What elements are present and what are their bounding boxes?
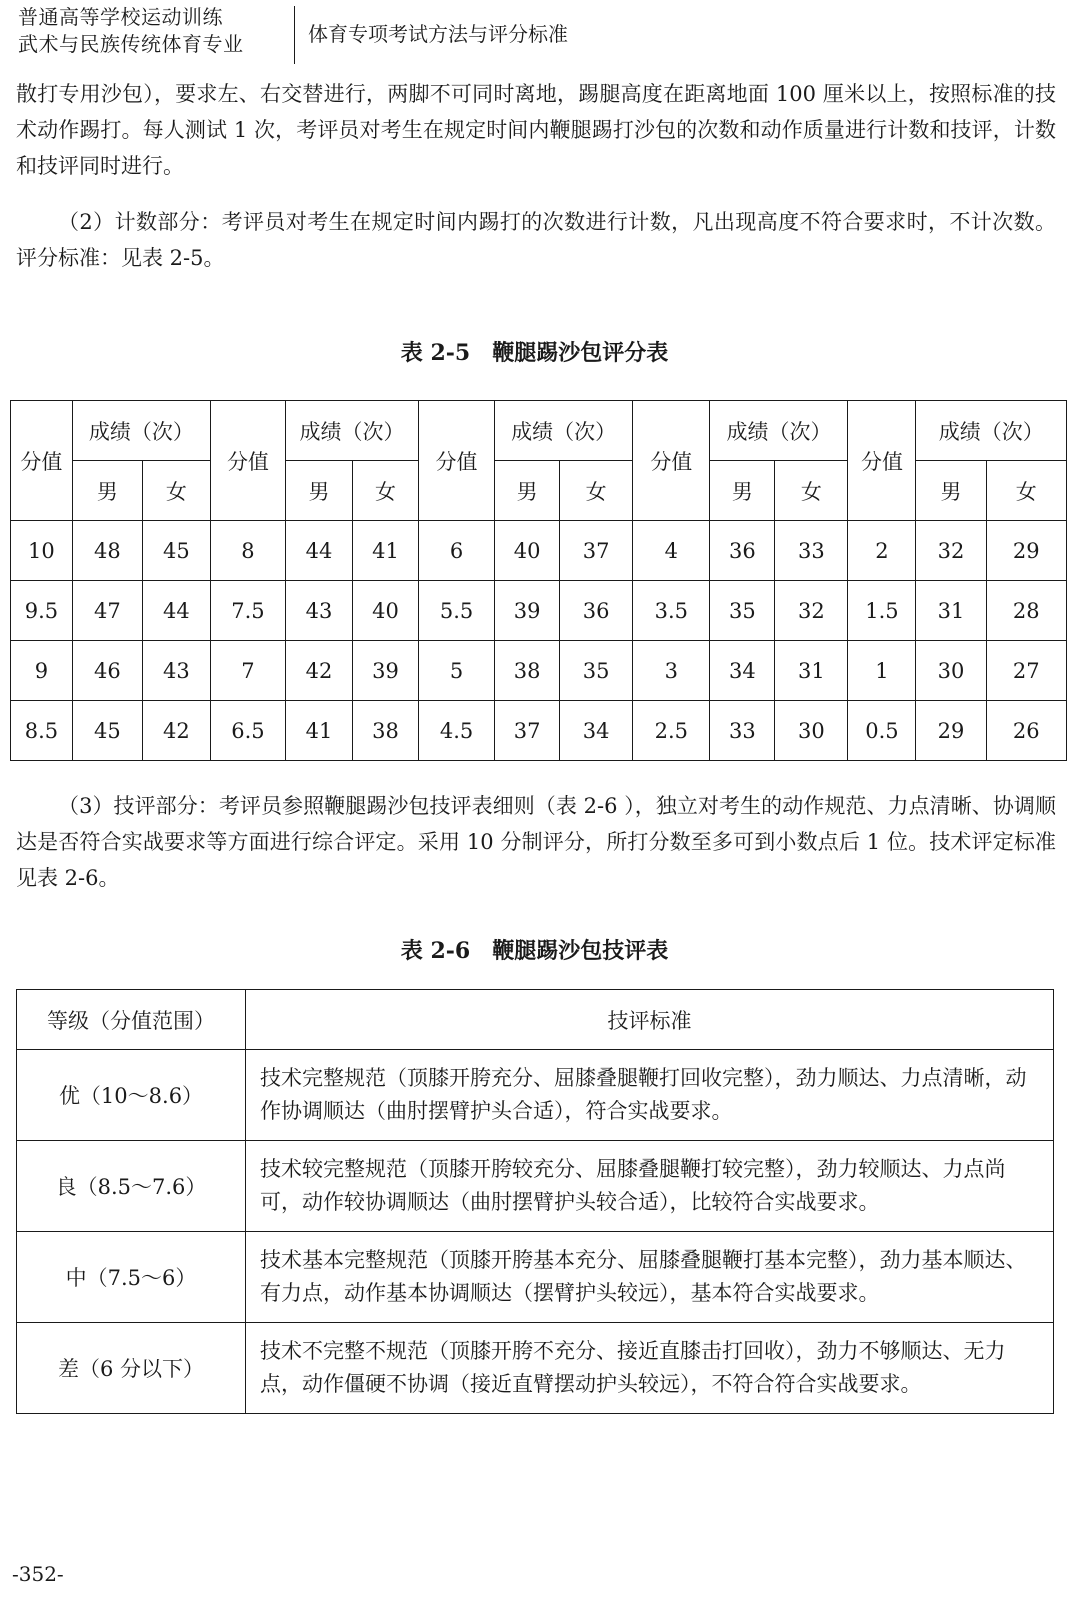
table-2-6-caption: 表 2-6 鞭腿踢沙包技评表 <box>400 938 669 964</box>
header-standard: 技评标准 <box>246 990 1054 1050</box>
header-score: 分值 <box>633 401 710 521</box>
standard-cell: 技术较完整规范（顶膝开胯较充分、屈膝叠腿鞭打较完整），劲力较顺达、力点尚可，动作较协调顺达（曲肘摆臂护头较合适），比较符合实战要求。 <box>246 1141 1054 1232</box>
level-cell: 优（10～8.6） <box>17 1050 246 1141</box>
table-cell: 39 <box>353 641 419 701</box>
table-cell: 36 <box>710 521 775 581</box>
table-cell: 36 <box>560 581 633 641</box>
header-result: 成绩（次） <box>286 401 419 461</box>
table-cell: 38 <box>353 701 419 761</box>
standard-cell: 技术不完整不规范（顶膝开胯不充分、接近直膝击打回收），劲力不够顺达、无力点，动作僵硬不协调（接近直臂摆动护头较远），不符合符合实战要求。 <box>246 1323 1054 1414</box>
table-cell: 42 <box>286 641 353 701</box>
table-cell: 46 <box>72 641 142 701</box>
table-row <box>11 581 1067 641</box>
table-cell: 7.5 <box>210 581 285 641</box>
table-cell: 1.5 <box>848 581 916 641</box>
running-header <box>18 4 1058 64</box>
paragraph-2: （2）计数部分：考评员对考生在规定时间内踢打的次数进行计数，凡出现高度不符合要求时，不计次数。评分标准：见表 2-5。 <box>16 210 1056 270</box>
standard-cell: 技术完整规范（顶膝开胯充分、屈膝叠腿鞭打回收完整），劲力顺达、力点清晰，动作协调顺达（曲肘摆臂护头合适），符合实战要求。 <box>246 1050 1054 1141</box>
table-cell: 33 <box>775 521 848 581</box>
table-cell: 31 <box>916 581 986 641</box>
table-row <box>17 1141 1054 1232</box>
header-score: 分值 <box>848 401 916 521</box>
table-cell: 7 <box>210 641 285 701</box>
table-cell: 3.5 <box>633 581 710 641</box>
table-cell: 4 <box>633 521 710 581</box>
header-result: 成绩（次） <box>495 401 633 461</box>
header-line-2: 武术与民族传统体育专业 <box>18 32 244 56</box>
header-result: 成绩（次） <box>710 401 848 461</box>
table-header-row <box>11 401 1067 461</box>
header-female: 女 <box>560 461 633 521</box>
table-cell: 43 <box>286 581 353 641</box>
table-cell: 27 <box>986 641 1066 701</box>
header-male: 男 <box>710 461 775 521</box>
table-cell: 30 <box>775 701 848 761</box>
table-cell: 43 <box>142 641 210 701</box>
table-cell: 35 <box>560 641 633 701</box>
table-cell: 0.5 <box>848 701 916 761</box>
header-female: 女 <box>142 461 210 521</box>
table-cell: 32 <box>916 521 986 581</box>
table-cell: 40 <box>353 581 419 641</box>
paragraph-3: （3）技评部分：考评员参照鞭腿踢沙包技评表细则（表 2-6 ），独立对考生的动作规范、力点清晰、协调顺达是否符合实战要求等方面进行综合评定。采用 10 分制评分，所打分数至多可到小数点后 1 位。技术评定标准见表 2-6。 <box>16 794 1056 890</box>
header-divider <box>294 6 295 64</box>
table-2-5 <box>10 400 1067 761</box>
header-male: 男 <box>916 461 986 521</box>
table-cell: 41 <box>286 701 353 761</box>
level-cell: 良（8.5～7.6） <box>17 1141 246 1232</box>
level-cell: 中（7.5～6） <box>17 1232 246 1323</box>
header-male: 男 <box>72 461 142 521</box>
table-cell: 2 <box>848 521 916 581</box>
level-cell: 差（6 分以下） <box>17 1323 246 1414</box>
header-book-title <box>18 4 290 58</box>
table-row <box>17 1232 1054 1323</box>
table-row <box>17 1050 1054 1141</box>
header-result: 成绩（次） <box>916 401 1067 461</box>
header-level: 等级（分值范围） <box>17 990 246 1050</box>
table-cell: 34 <box>560 701 633 761</box>
table-cell: 6.5 <box>210 701 285 761</box>
table-header-row <box>17 990 1054 1050</box>
table-row <box>11 701 1067 761</box>
table-cell: 45 <box>72 701 142 761</box>
table-cell: 9 <box>11 641 73 701</box>
table-cell: 1 <box>848 641 916 701</box>
header-score: 分值 <box>418 401 494 521</box>
table-row <box>11 521 1067 581</box>
table-2-5-caption: 表 2-5 鞭腿踢沙包评分表 <box>400 340 669 366</box>
table-cell: 29 <box>986 521 1066 581</box>
header-result: 成绩（次） <box>72 401 210 461</box>
table-cell: 8.5 <box>11 701 73 761</box>
table-cell: 41 <box>353 521 419 581</box>
table-cell: 4.5 <box>418 701 494 761</box>
table-cell: 38 <box>495 641 560 701</box>
table-2-6 <box>16 989 1054 1414</box>
header-female: 女 <box>986 461 1066 521</box>
table-row <box>17 1323 1054 1414</box>
table-cell: 44 <box>142 581 210 641</box>
header-male: 男 <box>286 461 353 521</box>
table-cell: 34 <box>710 641 775 701</box>
table-cell: 8 <box>210 521 285 581</box>
table-cell: 39 <box>495 581 560 641</box>
table-cell: 33 <box>710 701 775 761</box>
table-cell: 29 <box>916 701 986 761</box>
table-cell: 2.5 <box>633 701 710 761</box>
table-cell: 30 <box>916 641 986 701</box>
page-number: -352- <box>12 1562 64 1586</box>
table-cell: 26 <box>986 701 1066 761</box>
paragraph-1: 散打专用沙包），要求左、右交替进行，两脚不可同时离地，踢腿高度在距离地面 100 厘米以上，按照标准的技术动作踢打。每人测试 1 次，考评员对考生在规定时间内鞭腿踢打沙包的次数和动作质量进行计数和技评，计数和技评同时进行。 <box>16 82 1056 178</box>
header-line-1: 普通高等学校运动训练 <box>18 5 223 29</box>
table-cell: 9.5 <box>11 581 73 641</box>
table-cell: 42 <box>142 701 210 761</box>
table-cell: 6 <box>418 521 494 581</box>
table-cell: 35 <box>710 581 775 641</box>
table-cell: 5 <box>418 641 494 701</box>
table-cell: 3 <box>633 641 710 701</box>
header-female: 女 <box>353 461 419 521</box>
table-row <box>11 641 1067 701</box>
table-cell: 44 <box>286 521 353 581</box>
standard-cell: 技术基本完整规范（顶膝开胯基本充分、屈膝叠腿鞭打基本完整），劲力基本顺达、有力点，动作基本协调顺达（摆臂护头较远），基本符合实战要求。 <box>246 1232 1054 1323</box>
table-cell: 32 <box>775 581 848 641</box>
header-score: 分值 <box>11 401 73 521</box>
table-cell: 31 <box>775 641 848 701</box>
table-cell: 40 <box>495 521 560 581</box>
table-cell: 45 <box>142 521 210 581</box>
header-male: 男 <box>495 461 560 521</box>
table-cell: 10 <box>11 521 73 581</box>
table-cell: 48 <box>72 521 142 581</box>
table-cell: 28 <box>986 581 1066 641</box>
header-female: 女 <box>775 461 848 521</box>
table-cell: 47 <box>72 581 142 641</box>
table-cell: 37 <box>560 521 633 581</box>
header-chapter-title: 体育专项考试方法与评分标准 <box>308 22 568 46</box>
header-score: 分值 <box>210 401 285 521</box>
table-cell: 37 <box>495 701 560 761</box>
table-cell: 5.5 <box>418 581 494 641</box>
